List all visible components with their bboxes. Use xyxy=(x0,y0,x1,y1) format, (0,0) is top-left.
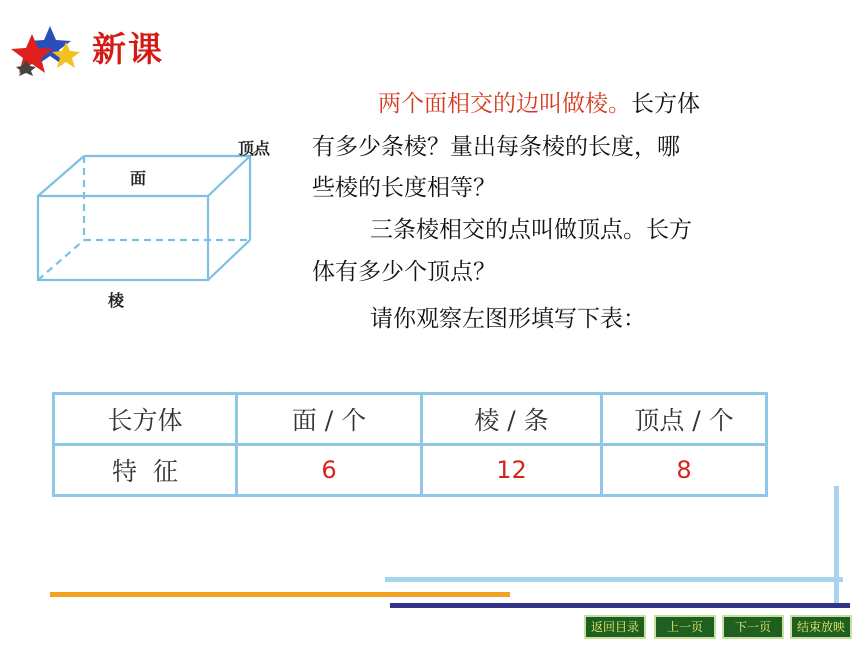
paragraph-1-rest: 长方体 xyxy=(631,91,700,117)
vertex-label: 顶点 xyxy=(238,139,271,158)
table-row xyxy=(54,445,767,496)
vertical-decor-line xyxy=(834,486,839,606)
paragraph-1-line-3: 些棱的长度相等？ xyxy=(312,175,496,201)
paragraph-1-line-1 xyxy=(378,88,700,120)
edge-label: 棱 xyxy=(108,291,125,310)
faces-count-cell: 6 xyxy=(237,445,422,496)
navy-decor-line xyxy=(390,603,850,608)
next-page-button[interactable]: 下一页 xyxy=(722,615,784,639)
edge-definition: 两个面相交的边叫做棱。 xyxy=(378,91,631,117)
table-header-cell: 面 / 个 xyxy=(237,394,422,445)
table-header-row xyxy=(54,394,767,445)
back-to-toc-button[interactable]: 返回目录 xyxy=(584,615,646,639)
table-header-cell: 棱 / 条 xyxy=(422,394,602,445)
prev-page-button[interactable]: 上一页 xyxy=(654,615,716,639)
light-blue-decor-line xyxy=(385,577,843,582)
stars-logo-icon xyxy=(6,20,82,76)
paragraph-2-line-1: 三条棱相交的点叫做顶点。长方 xyxy=(370,217,692,243)
page-title: 新课 xyxy=(92,30,164,70)
table-header-cell: 顶点 / 个 xyxy=(602,394,767,445)
paragraph-3: 请你观察左图形填写下表： xyxy=(370,306,646,332)
cuboid-diagram xyxy=(28,138,298,313)
features-table xyxy=(52,392,768,497)
edges-count-cell: 12 xyxy=(422,445,602,496)
table-header-cell: 长方体 xyxy=(54,394,237,445)
paragraph-2-line-2: 体有多少个顶点？ xyxy=(312,259,496,285)
face-label: 面 xyxy=(130,169,147,188)
end-show-button[interactable]: 结束放映 xyxy=(790,615,852,639)
row-label-cell: 特 征 xyxy=(54,445,237,496)
paragraph-1-line-2: 有多少条棱？量出每条棱的长度，哪 xyxy=(312,134,680,160)
orange-decor-line xyxy=(50,592,510,597)
vertices-count-cell: 8 xyxy=(602,445,767,496)
